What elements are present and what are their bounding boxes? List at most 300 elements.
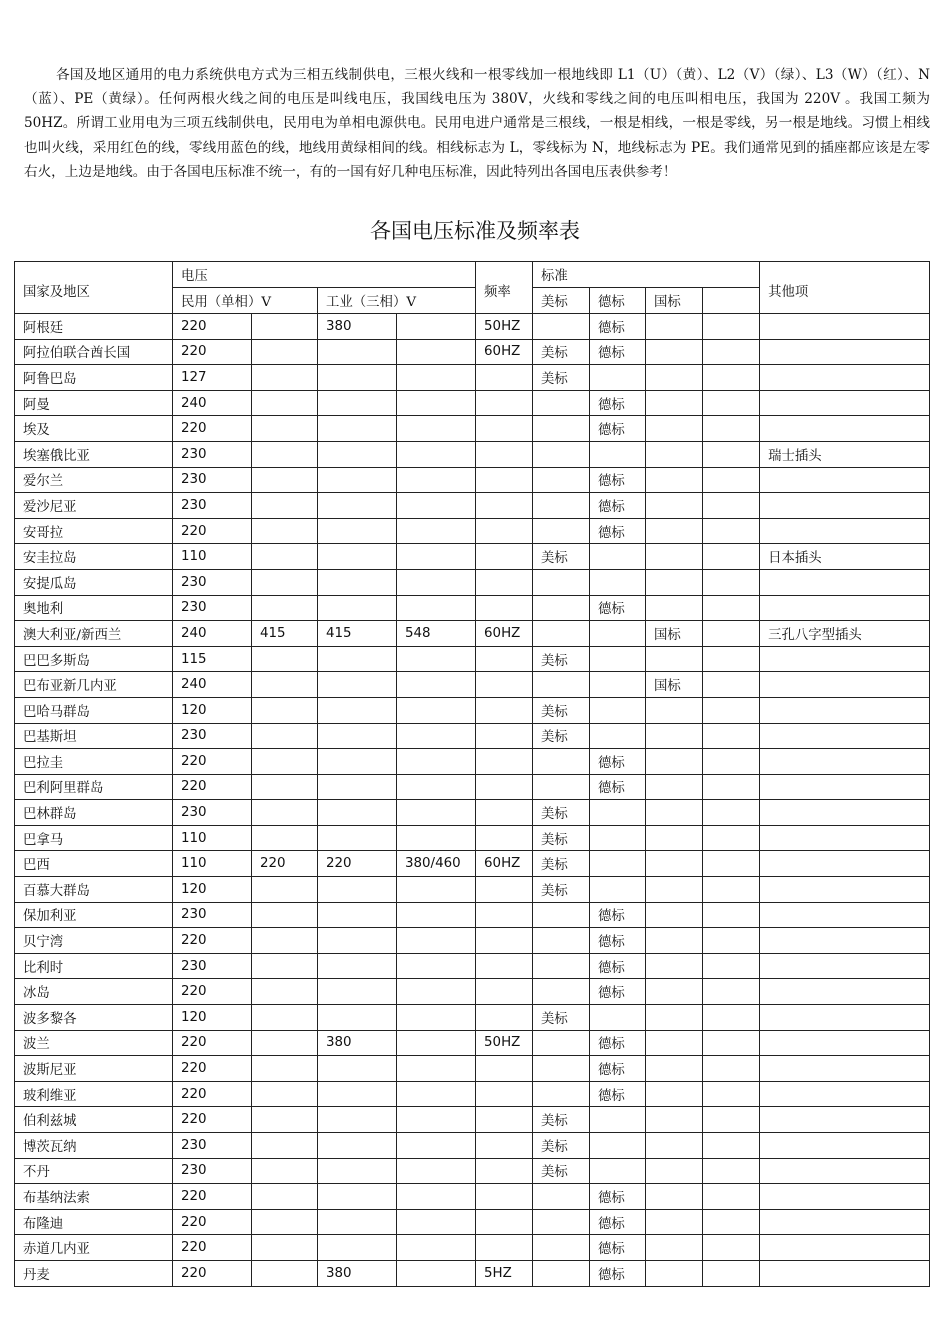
cell-industrial-v2	[397, 595, 476, 621]
cell-frequency	[476, 979, 533, 1005]
cell-standard-extra	[703, 1260, 760, 1286]
cell-civil-v2	[252, 979, 318, 1005]
cell-civil-v1: 120	[173, 877, 252, 903]
cell-civil-v1: 220	[173, 1056, 252, 1082]
cell-industrial-v2: 548	[397, 621, 476, 647]
cell-country: 波斯尼亚	[15, 1056, 173, 1082]
cell-us-standard	[533, 518, 590, 544]
cell-country: 巴巴多斯岛	[15, 646, 173, 672]
cell-other	[760, 646, 930, 672]
cell-de-standard	[590, 1107, 646, 1133]
cell-de-standard: 德标	[590, 518, 646, 544]
cell-de-standard: 德标	[590, 1235, 646, 1261]
header-blank	[703, 288, 760, 314]
cell-industrial-v1: 380	[318, 1260, 397, 1286]
cell-industrial-v1	[318, 1133, 397, 1159]
cell-civil-v1: 110	[173, 825, 252, 851]
header-de: 德标	[590, 288, 646, 314]
cell-civil-v2	[252, 1056, 318, 1082]
cell-frequency: 60HZ	[476, 339, 533, 365]
cell-cn-standard	[646, 877, 703, 903]
cell-civil-v2	[252, 1235, 318, 1261]
cell-de-standard	[590, 1005, 646, 1031]
cell-other	[760, 1209, 930, 1235]
cell-other	[760, 390, 930, 416]
cell-standard-extra	[703, 1184, 760, 1210]
table-row	[15, 979, 930, 1005]
cell-frequency	[476, 672, 533, 698]
cell-industrial-v1	[318, 416, 397, 442]
cell-industrial-v2	[397, 518, 476, 544]
cell-country: 巴基斯坦	[15, 723, 173, 749]
cell-standard-extra	[703, 518, 760, 544]
cell-industrial-v2	[397, 365, 476, 391]
cell-industrial-v2	[397, 1081, 476, 1107]
cell-industrial-v1	[318, 569, 397, 595]
cell-civil-v2	[252, 902, 318, 928]
cell-industrial-v2	[397, 416, 476, 442]
cell-industrial-v2	[397, 774, 476, 800]
table-row	[15, 467, 930, 493]
cell-civil-v1: 220	[173, 314, 252, 340]
table-row	[15, 1107, 930, 1133]
cell-industrial-v1	[318, 1005, 397, 1031]
cell-industrial-v2	[397, 314, 476, 340]
cell-civil-v2	[252, 493, 318, 519]
cell-industrial-v2	[397, 339, 476, 365]
voltage-table	[14, 261, 930, 1287]
cell-civil-v2	[252, 697, 318, 723]
cell-frequency	[476, 1235, 533, 1261]
cell-industrial-v1: 220	[318, 851, 397, 877]
cell-other	[760, 314, 930, 340]
cell-standard-extra	[703, 672, 760, 698]
cell-us-standard	[533, 1260, 590, 1286]
cell-country: 阿根廷	[15, 314, 173, 340]
cell-frequency	[476, 467, 533, 493]
cell-standard-extra	[703, 569, 760, 595]
cell-cn-standard	[646, 1209, 703, 1235]
cell-industrial-v2	[397, 646, 476, 672]
cell-country: 爱尔兰	[15, 467, 173, 493]
cell-other	[760, 416, 930, 442]
cell-cn-standard	[646, 1184, 703, 1210]
table-row	[15, 723, 930, 749]
cell-us-standard: 美标	[533, 1005, 590, 1031]
cell-industrial-v1	[318, 646, 397, 672]
cell-civil-v1: 220	[173, 1030, 252, 1056]
cell-other	[760, 1235, 930, 1261]
cell-standard-extra	[703, 365, 760, 391]
header-cn: 国标	[646, 288, 703, 314]
cell-us-standard	[533, 621, 590, 647]
cell-civil-v2	[252, 1184, 318, 1210]
cell-industrial-v2	[397, 800, 476, 826]
cell-other	[760, 1260, 930, 1286]
cell-cn-standard	[646, 723, 703, 749]
cell-other	[760, 749, 930, 775]
cell-de-standard	[590, 441, 646, 467]
table-row	[15, 339, 930, 365]
cell-country: 布隆迪	[15, 1209, 173, 1235]
cell-industrial-v1	[318, 953, 397, 979]
cell-civil-v2	[252, 672, 318, 698]
cell-standard-extra	[703, 979, 760, 1005]
cell-cn-standard	[646, 953, 703, 979]
cell-other	[760, 1081, 930, 1107]
cell-industrial-v2: 380/460	[397, 851, 476, 877]
header-frequency: 频率	[476, 262, 533, 314]
cell-country: 奥地利	[15, 595, 173, 621]
cell-country: 埃及	[15, 416, 173, 442]
cell-de-standard	[590, 569, 646, 595]
table-row	[15, 1133, 930, 1159]
cell-country: 丹麦	[15, 1260, 173, 1286]
cell-cn-standard	[646, 697, 703, 723]
cell-de-standard: 德标	[590, 979, 646, 1005]
cell-industrial-v2	[397, 1184, 476, 1210]
cell-industrial-v2	[397, 723, 476, 749]
cell-de-standard	[590, 723, 646, 749]
cell-civil-v1: 230	[173, 569, 252, 595]
cell-us-standard	[533, 749, 590, 775]
cell-civil-v1: 220	[173, 774, 252, 800]
cell-civil-v1: 110	[173, 544, 252, 570]
cell-standard-extra	[703, 595, 760, 621]
cell-industrial-v2	[397, 1133, 476, 1159]
cell-other	[760, 800, 930, 826]
cell-us-standard	[533, 595, 590, 621]
cell-civil-v1: 115	[173, 646, 252, 672]
cell-industrial-v2	[397, 1005, 476, 1031]
cell-de-standard	[590, 365, 646, 391]
cell-civil-v1: 220	[173, 1184, 252, 1210]
cell-standard-extra	[703, 723, 760, 749]
cell-cn-standard	[646, 774, 703, 800]
cell-civil-v2	[252, 774, 318, 800]
cell-other	[760, 569, 930, 595]
cell-frequency	[476, 774, 533, 800]
cell-cn-standard: 国标	[646, 672, 703, 698]
cell-standard-extra	[703, 441, 760, 467]
cell-civil-v1: 230	[173, 800, 252, 826]
cell-de-standard: 德标	[590, 416, 646, 442]
cell-frequency	[476, 697, 533, 723]
table-row	[15, 953, 930, 979]
cell-standard-extra	[703, 1005, 760, 1031]
cell-civil-v2	[252, 1107, 318, 1133]
cell-us-standard: 美标	[533, 825, 590, 851]
cell-frequency	[476, 1158, 533, 1184]
cell-civil-v1: 220	[173, 518, 252, 544]
cell-cn-standard	[646, 902, 703, 928]
cell-industrial-v2	[397, 441, 476, 467]
cell-us-standard: 美标	[533, 800, 590, 826]
cell-de-standard	[590, 851, 646, 877]
cell-civil-v2	[252, 365, 318, 391]
table-row	[15, 416, 930, 442]
header-us: 美标	[533, 288, 590, 314]
cell-cn-standard	[646, 390, 703, 416]
cell-industrial-v1: 380	[318, 1030, 397, 1056]
cell-standard-extra	[703, 697, 760, 723]
cell-de-standard	[590, 544, 646, 570]
cell-other	[760, 825, 930, 851]
cell-standard-extra	[703, 621, 760, 647]
cell-civil-v2	[252, 339, 318, 365]
cell-frequency	[476, 569, 533, 595]
cell-country: 爱沙尼亚	[15, 493, 173, 519]
cell-country: 巴林群岛	[15, 800, 173, 826]
cell-cn-standard	[646, 1158, 703, 1184]
cell-standard-extra	[703, 1133, 760, 1159]
cell-industrial-v2	[397, 1030, 476, 1056]
cell-civil-v1: 220	[173, 1260, 252, 1286]
cell-industrial-v1	[318, 749, 397, 775]
cell-industrial-v1	[318, 1056, 397, 1082]
cell-cn-standard	[646, 749, 703, 775]
cell-industrial-v1	[318, 697, 397, 723]
cell-de-standard: 德标	[590, 774, 646, 800]
cell-country: 巴西	[15, 851, 173, 877]
cell-other	[760, 1133, 930, 1159]
cell-de-standard: 德标	[590, 390, 646, 416]
cell-de-standard	[590, 877, 646, 903]
cell-de-standard	[590, 825, 646, 851]
cell-cn-standard	[646, 595, 703, 621]
cell-us-standard: 美标	[533, 544, 590, 570]
cell-de-standard	[590, 646, 646, 672]
table-row	[15, 800, 930, 826]
cell-civil-v1: 230	[173, 467, 252, 493]
cell-standard-extra	[703, 851, 760, 877]
cell-other	[760, 1056, 930, 1082]
cell-de-standard: 德标	[590, 1209, 646, 1235]
cell-cn-standard	[646, 851, 703, 877]
cell-us-standard: 美标	[533, 697, 590, 723]
table-row	[15, 1184, 930, 1210]
cell-standard-extra	[703, 1209, 760, 1235]
cell-civil-v1: 240	[173, 672, 252, 698]
cell-industrial-v1	[318, 518, 397, 544]
cell-standard-extra	[703, 314, 760, 340]
cell-country: 安圭拉岛	[15, 544, 173, 570]
cell-other	[760, 851, 930, 877]
cell-civil-v2	[252, 416, 318, 442]
cell-other	[760, 1184, 930, 1210]
cell-industrial-v1	[318, 774, 397, 800]
cell-other	[760, 1005, 930, 1031]
cell-cn-standard	[646, 544, 703, 570]
cell-country: 贝宁湾	[15, 928, 173, 954]
cell-civil-v1: 230	[173, 1158, 252, 1184]
cell-industrial-v2	[397, 544, 476, 570]
cell-cn-standard	[646, 416, 703, 442]
cell-civil-v2	[252, 953, 318, 979]
cell-civil-v2	[252, 928, 318, 954]
cell-industrial-v2	[397, 390, 476, 416]
cell-civil-v1: 220	[173, 749, 252, 775]
cell-civil-v1: 230	[173, 441, 252, 467]
cell-country: 赤道几内亚	[15, 1235, 173, 1261]
cell-us-standard: 美标	[533, 1158, 590, 1184]
cell-country: 巴拿马	[15, 825, 173, 851]
cell-country: 巴哈马群岛	[15, 697, 173, 723]
cell-us-standard	[533, 979, 590, 1005]
table-row	[15, 749, 930, 775]
cell-other	[760, 493, 930, 519]
cell-industrial-v2	[397, 672, 476, 698]
cell-de-standard: 德标	[590, 339, 646, 365]
cell-cn-standard	[646, 1107, 703, 1133]
table-row	[15, 928, 930, 954]
cell-us-standard	[533, 441, 590, 467]
cell-cn-standard	[646, 979, 703, 1005]
cell-industrial-v1	[318, 877, 397, 903]
cell-us-standard	[533, 902, 590, 928]
cell-other	[760, 902, 930, 928]
cell-civil-v1: 220	[173, 979, 252, 1005]
cell-civil-v2	[252, 1005, 318, 1031]
cell-cn-standard	[646, 569, 703, 595]
table-row	[15, 569, 930, 595]
cell-frequency	[476, 1081, 533, 1107]
table-row	[15, 441, 930, 467]
cell-civil-v2	[252, 723, 318, 749]
cell-country: 比利时	[15, 953, 173, 979]
cell-de-standard	[590, 672, 646, 698]
cell-industrial-v1	[318, 902, 397, 928]
table-row	[15, 902, 930, 928]
cell-de-standard: 德标	[590, 902, 646, 928]
cell-civil-v2	[252, 1133, 318, 1159]
cell-civil-v2	[252, 314, 318, 340]
cell-industrial-v1: 415	[318, 621, 397, 647]
cell-industrial-v2	[397, 1107, 476, 1133]
cell-frequency	[476, 902, 533, 928]
cell-civil-v2	[252, 825, 318, 851]
cell-civil-v1: 127	[173, 365, 252, 391]
table-row	[15, 595, 930, 621]
cell-industrial-v1	[318, 672, 397, 698]
cell-country: 冰岛	[15, 979, 173, 1005]
cell-industrial-v1	[318, 1209, 397, 1235]
cell-country: 巴利阿里群岛	[15, 774, 173, 800]
cell-us-standard: 美标	[533, 646, 590, 672]
cell-de-standard: 德标	[590, 1030, 646, 1056]
header-country: 国家及地区	[15, 262, 173, 314]
cell-frequency	[476, 390, 533, 416]
cell-frequency	[476, 1005, 533, 1031]
cell-us-standard	[533, 416, 590, 442]
cell-frequency	[476, 646, 533, 672]
cell-standard-extra	[703, 1056, 760, 1082]
cell-civil-v2	[252, 569, 318, 595]
cell-frequency	[476, 416, 533, 442]
cell-civil-v2	[252, 1209, 318, 1235]
cell-frequency	[476, 928, 533, 954]
cell-frequency	[476, 1056, 533, 1082]
cell-country: 不丹	[15, 1158, 173, 1184]
cell-us-standard	[533, 1030, 590, 1056]
table-body	[15, 314, 930, 1287]
cell-civil-v2	[252, 1030, 318, 1056]
cell-civil-v2	[252, 390, 318, 416]
cell-industrial-v1	[318, 493, 397, 519]
cell-standard-extra	[703, 416, 760, 442]
cell-industrial-v1	[318, 1158, 397, 1184]
table-row	[15, 1235, 930, 1261]
cell-de-standard: 德标	[590, 493, 646, 519]
table-row	[15, 1260, 930, 1286]
cell-civil-v1: 220	[173, 416, 252, 442]
cell-industrial-v1	[318, 365, 397, 391]
cell-frequency	[476, 825, 533, 851]
cell-standard-extra	[703, 774, 760, 800]
cell-de-standard: 德标	[590, 928, 646, 954]
cell-us-standard: 美标	[533, 365, 590, 391]
cell-us-standard	[533, 493, 590, 519]
cell-civil-v1: 230	[173, 902, 252, 928]
cell-frequency	[476, 723, 533, 749]
cell-standard-extra	[703, 877, 760, 903]
cell-civil-v1: 230	[173, 595, 252, 621]
cell-industrial-v1	[318, 467, 397, 493]
cell-civil-v2	[252, 749, 318, 775]
table-row	[15, 877, 930, 903]
cell-us-standard	[533, 1209, 590, 1235]
cell-industrial-v1	[318, 800, 397, 826]
cell-standard-extra	[703, 749, 760, 775]
cell-industrial-v2	[397, 467, 476, 493]
cell-us-standard	[533, 1184, 590, 1210]
header-voltage: 电压	[173, 262, 476, 288]
cell-frequency	[476, 800, 533, 826]
cell-industrial-v1	[318, 595, 397, 621]
table-row	[15, 314, 930, 340]
cell-cn-standard	[646, 518, 703, 544]
cell-de-standard	[590, 1133, 646, 1159]
table-row	[15, 544, 930, 570]
cell-standard-extra	[703, 1081, 760, 1107]
cell-cn-standard	[646, 1056, 703, 1082]
cell-us-standard	[533, 390, 590, 416]
table-row	[15, 697, 930, 723]
cell-standard-extra	[703, 646, 760, 672]
cell-us-standard: 美标	[533, 723, 590, 749]
cell-civil-v2: 415	[252, 621, 318, 647]
cell-frequency	[476, 518, 533, 544]
cell-civil-v2	[252, 646, 318, 672]
cell-standard-extra	[703, 493, 760, 519]
cell-frequency	[476, 493, 533, 519]
header-standard: 标准	[533, 262, 760, 288]
cell-other	[760, 339, 930, 365]
table-title: 各国电压标准及频率表	[370, 219, 580, 243]
cell-other	[760, 1158, 930, 1184]
cell-de-standard: 德标	[590, 595, 646, 621]
cell-country: 玻利维亚	[15, 1081, 173, 1107]
header-industrial: 工业（三相）V	[318, 288, 476, 314]
cell-us-standard	[533, 569, 590, 595]
cell-frequency: 50HZ	[476, 1030, 533, 1056]
cell-standard-extra	[703, 1158, 760, 1184]
intro-paragraph: 各国及地区通用的电力系统供电方式为三相五线制供电，三根火线和一根零线加一根地线即 L1（U）（黄）、L2（V）（绿）、L3（W）（红）、N（蓝）、PE（黄绿）。任何两根火线之间的电压是叫线电压，我国线电压为 380V，火线和零线之间的电压叫相电压，我国为 220V 。我国工频为 50HZ。所谓工业用电为三项五线制供电，民用电为单相电源供电。民用电进户通常是三根线，一根是相线，一根是零线，另一根是地线。习惯上相线也叫火线，采用红色的线，零线用蓝色的线，地线用黄绿相间的线。相线标志为 L，零线标为 N，地线标志为 PE。我们通常见到的插座都应该是左零右火，上边是地线。由于各国电压标准不统一，有的一国有好几种电压标准，因此特列出各国电压表供参考！	[24, 67, 930, 180]
cell-industrial-v1: 380	[318, 314, 397, 340]
cell-frequency: 50HZ	[476, 314, 533, 340]
cell-us-standard: 美标	[533, 1133, 590, 1159]
cell-standard-extra	[703, 544, 760, 570]
